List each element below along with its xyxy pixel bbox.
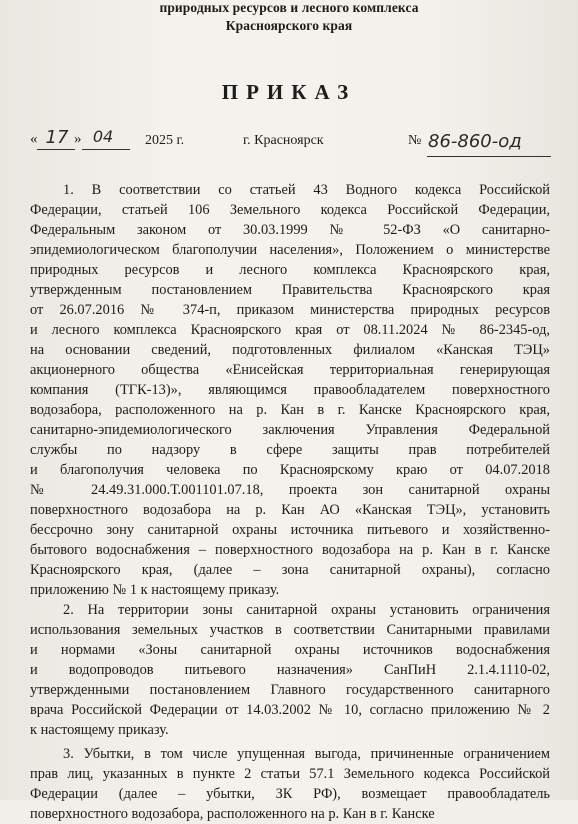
text-line: службы по надзору в сфере защиты прав потребителей: [30, 442, 550, 458]
text-line: природных ресурсов и лесного комплекса Красноярского края,: [30, 262, 550, 278]
date-month-handwritten: 04: [92, 127, 114, 146]
text-line: поверхностного водозабора на р. Кан АО «Канская ТЭЦ», установить: [30, 502, 550, 518]
text-line: 3. Убытки, в том числе упущенная выгода, причиненные ограничением: [63, 746, 550, 762]
text-line: бессрочно зону санитарной охраны источника питьевого и хозяйственно-: [30, 522, 550, 538]
date-month-underline: [82, 149, 130, 150]
order-number-underline: [427, 156, 551, 157]
text-line: 2. На территории зоны санитарной охраны установить ограничения: [63, 602, 550, 618]
number-sign: №: [408, 133, 422, 148]
text-line: акционерного общества «Енисейская территориальная генерирующая: [30, 362, 550, 378]
text-line: и нормами «Зоны санитарной охраны источников водоснабжения: [30, 642, 550, 658]
text-line: врача Российской Федерации от 14.03.2002 № 10, согласно приложению № 2: [30, 702, 550, 718]
date-day-underline: [37, 149, 75, 150]
text-line: компания (ТГК-13)», являющимся правообладателем поверхностного: [30, 382, 550, 398]
text-line: и водопроводов питьевого назначения» СанПиН 2.1.4.1110-02,: [30, 662, 550, 678]
document-title: ПРИКАЗ: [221, 80, 357, 104]
text-line: прав лиц, указанных в пункте 2 статьи 57.1 Земельного кодекса Российской: [30, 766, 550, 782]
text-line: приложению № 1 к настоящему приказу.: [30, 582, 280, 598]
text-line: на основании сведений, подготовленных филиалом «Канская ТЭЦ»: [30, 342, 550, 358]
text-line: утвержденными постановлением Главного государственного санитарного: [30, 682, 550, 698]
text-line: эпидемиологическом благополучии населения», Положением о министерстве: [30, 242, 550, 258]
text-line: утвержденным постановлением Правительства Красноярского края: [30, 282, 550, 298]
text-line: санитарно-эпидемиологического заключения Управления Федеральной: [30, 422, 550, 438]
text-line: поверхностного водозабора, расположенного на р. Кан в г. Канске: [30, 806, 435, 822]
text-line: к настоящему приказу.: [30, 722, 169, 738]
date-quote-close: »: [74, 131, 82, 147]
text-line: от 26.07.2016 № 374-п, приказом министерства природных ресурсов: [30, 302, 550, 318]
text-line: использования земельных участков в соответствии Санитарными правилами: [30, 622, 550, 638]
header-line-1: природных ресурсов и лесного комплекса: [159, 0, 419, 15]
text-line: и благополучия человека по Красноярскому краю от 04.07.2018: [30, 462, 550, 478]
text-line: Красноярского края, (далее – зона санитарной охраны), согласно: [30, 562, 550, 578]
text-line: Федеральным законом от 30.03.1999 № 52-ФЗ «О санитарно-: [30, 222, 550, 238]
date-day-handwritten: 17: [45, 127, 69, 148]
text-line: и лесного комплекса Красноярского края от 08.11.2024 № 86-2345-од,: [30, 322, 550, 338]
text-line: Федерации (далее – убытки, ЗК РФ), возмещает правообладатель: [30, 786, 550, 802]
date-quote-open: «: [30, 131, 38, 147]
city: г. Красноярск: [243, 133, 324, 148]
date-year: 2025 г.: [145, 133, 185, 148]
text-line: Федерации, статьей 106 Земельного кодекса Российской Федерации,: [30, 202, 550, 218]
text-line: водозабора, расположенного на р. Кан в г. Канске Красноярского края,: [30, 402, 550, 418]
text-line: бытового водоснабжения – поверхностного водозабора на р. Кан в г. Канске: [30, 542, 550, 558]
text-line: 1. В соответствии со статьей 43 Водного кодекса Российской: [63, 182, 550, 198]
header-line-2: Красноярского края: [225, 18, 353, 33]
order-number-handwritten: 86-860-од: [428, 131, 522, 152]
text-line: № 24.49.31.000.Т.001101.07.18, проекта зон санитарной охраны: [30, 482, 550, 498]
